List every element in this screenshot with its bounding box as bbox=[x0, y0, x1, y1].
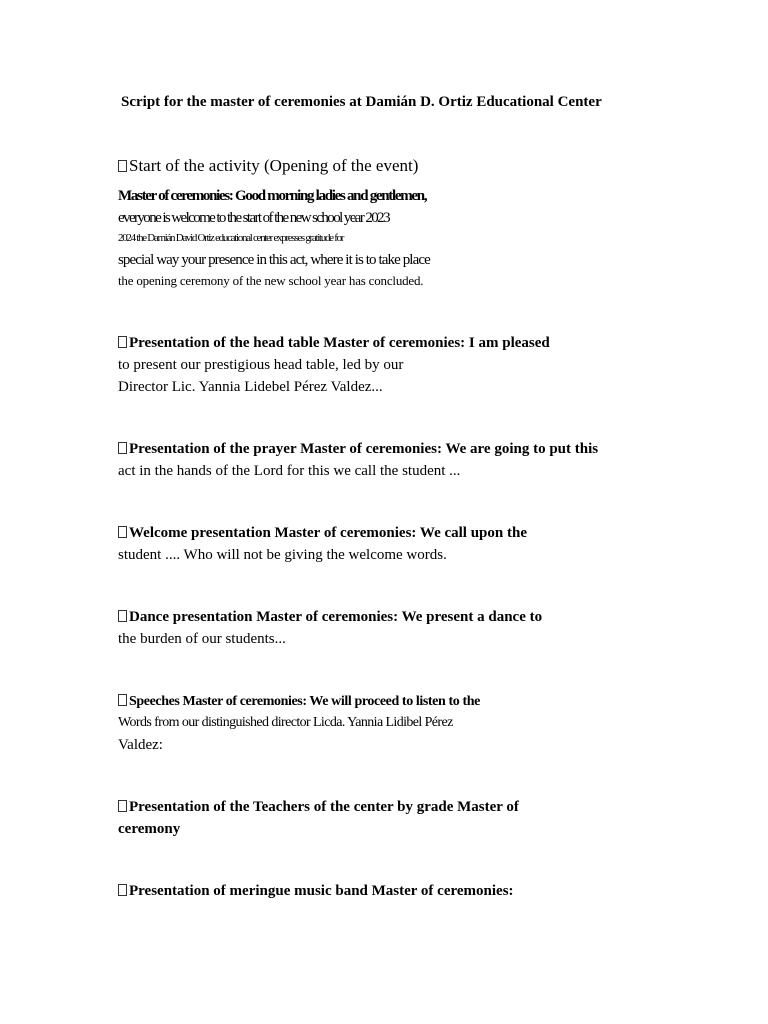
checkbox-glyph-icon bbox=[118, 526, 127, 538]
prayer-line-1: act in the hands of the Lord for this we call the student ... bbox=[118, 463, 461, 479]
section-heading-prayer: Presentation of the prayer Master of ceremonies: We are going to put this bbox=[118, 442, 598, 457]
head-table-line-1: to present our prestigious head table, led by our bbox=[118, 357, 404, 373]
section-heading-welcome: Welcome presentation Master of ceremonies: We call upon the bbox=[118, 526, 527, 541]
opening-line-4: special way your presence in this act, where it is to take place bbox=[118, 252, 430, 268]
document-title: Script for the master of ceremonies at Damián D. Ortiz Educational Center bbox=[121, 94, 602, 110]
section-heading-speeches: Speeches Master of ceremonies: We will proceed to listen to the bbox=[118, 694, 480, 709]
checkbox-glyph-icon bbox=[118, 694, 127, 706]
section-heading-head-table: Presentation of the head table Master of ceremonies: I am pleased bbox=[118, 336, 550, 351]
section-heading-meringue-band: Presentation of meringue music band Master of ceremonies: bbox=[118, 884, 514, 899]
checkbox-glyph-icon bbox=[118, 336, 127, 348]
head-table-line-2: Director Lic. Yannia Lidebel Pérez Valdez... bbox=[118, 379, 383, 395]
opening-line-5: the opening ceremony of the new school year has concluded. bbox=[118, 273, 424, 288]
checkbox-glyph-icon bbox=[118, 884, 127, 896]
section-heading-teachers: Presentation of the Teachers of the center by grade Master of bbox=[118, 800, 519, 815]
speeches-line-2: Valdez: bbox=[118, 737, 163, 753]
welcome-line-1: student .... Who will not be giving the welcome words. bbox=[118, 547, 447, 563]
checkbox-glyph-icon bbox=[118, 800, 127, 812]
dance-line-1: the burden of our students... bbox=[118, 631, 286, 647]
opening-line-1: Master of ceremonies: Good morning ladies and gentlemen, bbox=[118, 188, 427, 204]
teachers-line-1: ceremony bbox=[118, 821, 181, 837]
opening-line-2: everyone is welcome to the start of the new school year 2023 bbox=[118, 210, 389, 226]
section-heading-opening: Start of the activity (Opening of the event) bbox=[118, 157, 418, 174]
checkbox-glyph-icon bbox=[118, 610, 127, 622]
section-heading-dance: Dance presentation Master of ceremonies: We present a dance to bbox=[118, 610, 542, 625]
checkbox-glyph-icon bbox=[118, 160, 127, 172]
speeches-line-1: Words from our distinguished director Licda. Yannia Lidibel Pérez bbox=[118, 715, 453, 730]
opening-line-3: 2024 the Damián David Ortiz educational center expresses gratitude for bbox=[118, 232, 344, 244]
checkbox-glyph-icon bbox=[118, 442, 127, 454]
